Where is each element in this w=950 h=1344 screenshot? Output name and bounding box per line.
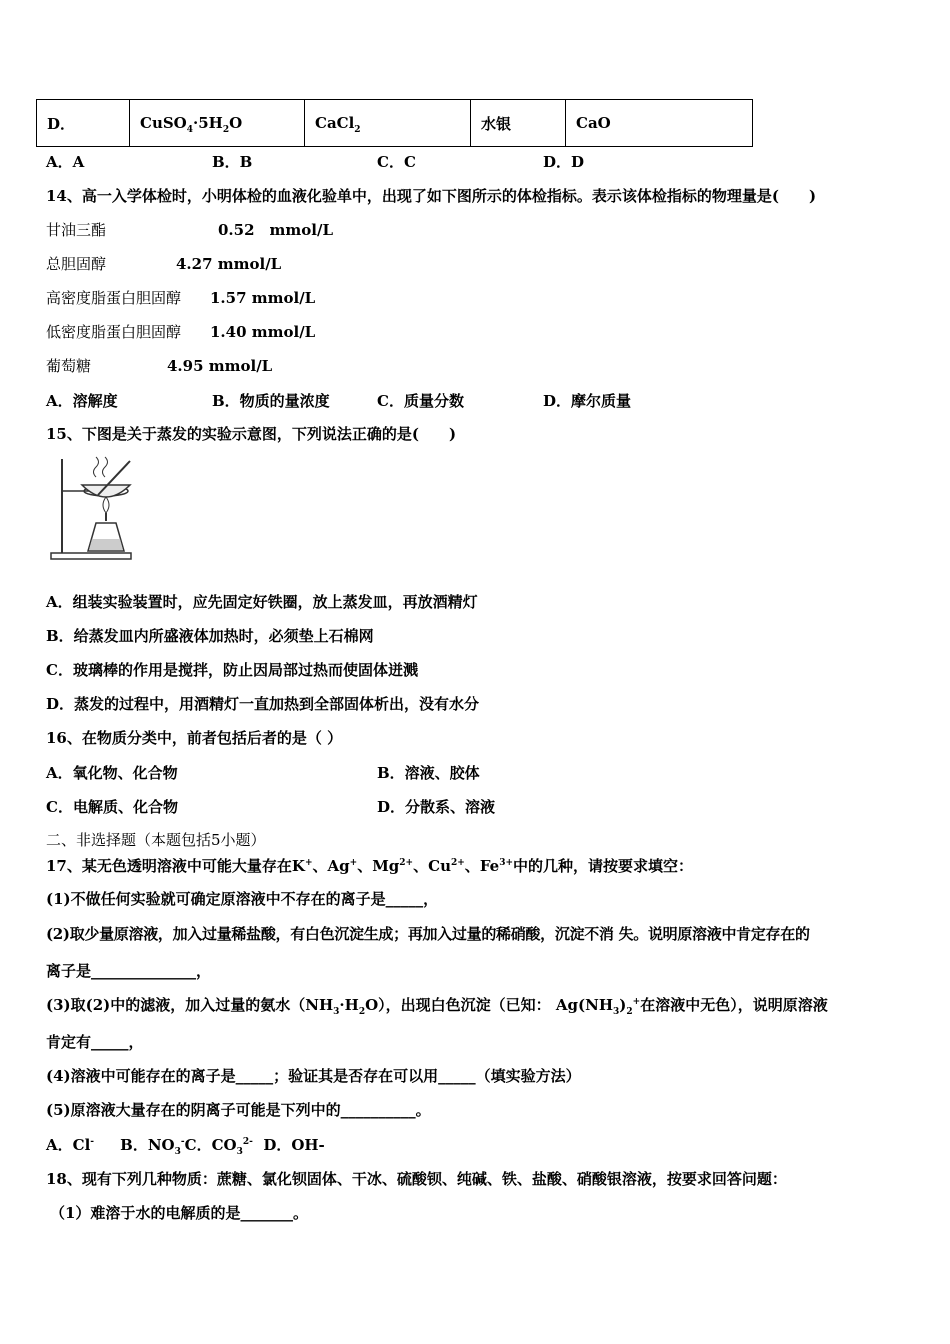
q14-value: 4.27 mmol/L [176,255,282,273]
q14-value: 0.52 mmol/L [218,221,334,239]
q14-stem: 14、高一入学体检时，小明体检的血液化验单中，出现了如下图所示的体检指标。表示该体检指标的物理量是( ) [46,187,817,205]
q18-part1: （1）难溶于水的电解质的是_______。 [50,1204,308,1222]
q16-option-d: D．分散系、溶液 [377,798,496,816]
table-cell: D． [37,100,130,147]
table-cell: 水银 [471,100,566,147]
section-heading: 二、非选择题（本题包括5小题） [46,831,266,849]
q13-option-a: A．A [46,153,85,171]
table-cell: CaCl$_2$ [305,100,471,147]
q15-stem: 15、下图是关于蒸发的实验示意图，下列说法正确的是( ) [46,425,457,443]
q14-value: 1.57 mmol/L [210,289,316,307]
table-cell: $CuSO_4\cdot 5H_2O$ [130,100,305,147]
q13-option-b: B．B [212,153,253,171]
q15-option-d: D．蒸发的过程中，用酒精灯一直加热到全部固体析出，没有水分 [46,695,480,713]
q15-option-c: C．玻璃棒的作用是搅拌，防止因局部过热而使固体迸溅 [46,661,418,679]
q14-item: 高密度脂蛋白胆固醇 [46,289,182,307]
q16-option-b: B．溶液、胶体 [377,764,480,782]
table-cell: CaO [566,100,753,147]
q16-stem: 16、在物质分类中，前者包括后者的是（ ） [46,729,343,747]
q17-options: A．Cl- B．$NO_3^-C$．$CO_3^{2-}$ D．OH- [46,1136,325,1157]
q13-option-d: D．D [543,153,585,171]
q14-item: 总胆固醇 [46,255,107,273]
q14-item: 甘油三酯 [46,221,107,239]
q17-part3-blank: 肯定有_____， [46,1033,144,1051]
q17-part4: (4)溶液中可能存在的离子是_____；验证其是否存在可以用_____（填实验方法） [46,1067,581,1085]
q14-option-d: D．摩尔质量 [543,392,632,410]
q15-option-a: A．组装实验装置时，应先固定好铁圈，放上蒸发皿，再放酒精灯 [46,593,478,611]
q17-part2-blank: 离子是______________， [46,962,212,980]
q16-option-c: C．电解质、化合物 [46,798,178,816]
evaporation-apparatus-figure [48,455,134,563]
q14-option-c: C．质量分数 [377,392,464,410]
q17-part3: (3)取(2)中的滤液，加入过量的氨水$(NH_3\cdot H_2O)$，出现白色沉淀（已知： $Ag(NH_3)_2^+$在溶液中无色），说明原溶液 [46,996,828,1017]
q17-part1: (1)不做任何实验就可确定原溶液中不存在的离子是_____， [46,890,439,908]
q15-option-b: B．给蒸发皿内所盛液体加热时，必须垫上石棉网 [46,627,374,645]
q14-value: 1.40 mmol/L [210,323,316,341]
q14-value: 4.95 mmol/L [167,357,273,375]
q17-part5: (5)原溶液大量存在的阴离子可能是下列中的__________。 [46,1101,431,1119]
q14-option-a: A．溶解度 [46,392,118,410]
q13-option-c: C．C [377,153,416,171]
q16-option-a: A．氧化物、化合物 [46,764,178,782]
q17-stem: 17、某无色透明溶液中可能大量存在K+、Ag+、$Mg^{2+}$、$Cu^{2+}$、$Fe^{3+}$中的几种，请按要求填空： [46,857,694,875]
q14-item: 低密度脂蛋白胆固醇 [46,323,182,341]
q18-stem: 18、现有下列几种物质：蔗糖、氯化钡固体、干冰、硫酸钡、纯碱、铁、盐酸、硝酸银溶液，按要求回答问题： [46,1170,787,1188]
table-row [37,100,753,147]
q14-option-b: B．物质的量浓度 [212,392,330,410]
q17-part2: (2)取少量原溶液，加入过量稀盐酸，有白色沉淀生成；再加入过量的稀硝酸，沉淀不消 失。说明原溶液中肯定存在的 [46,925,810,943]
q14-item: 葡萄糖 [46,357,92,375]
answer-table [36,99,753,147]
